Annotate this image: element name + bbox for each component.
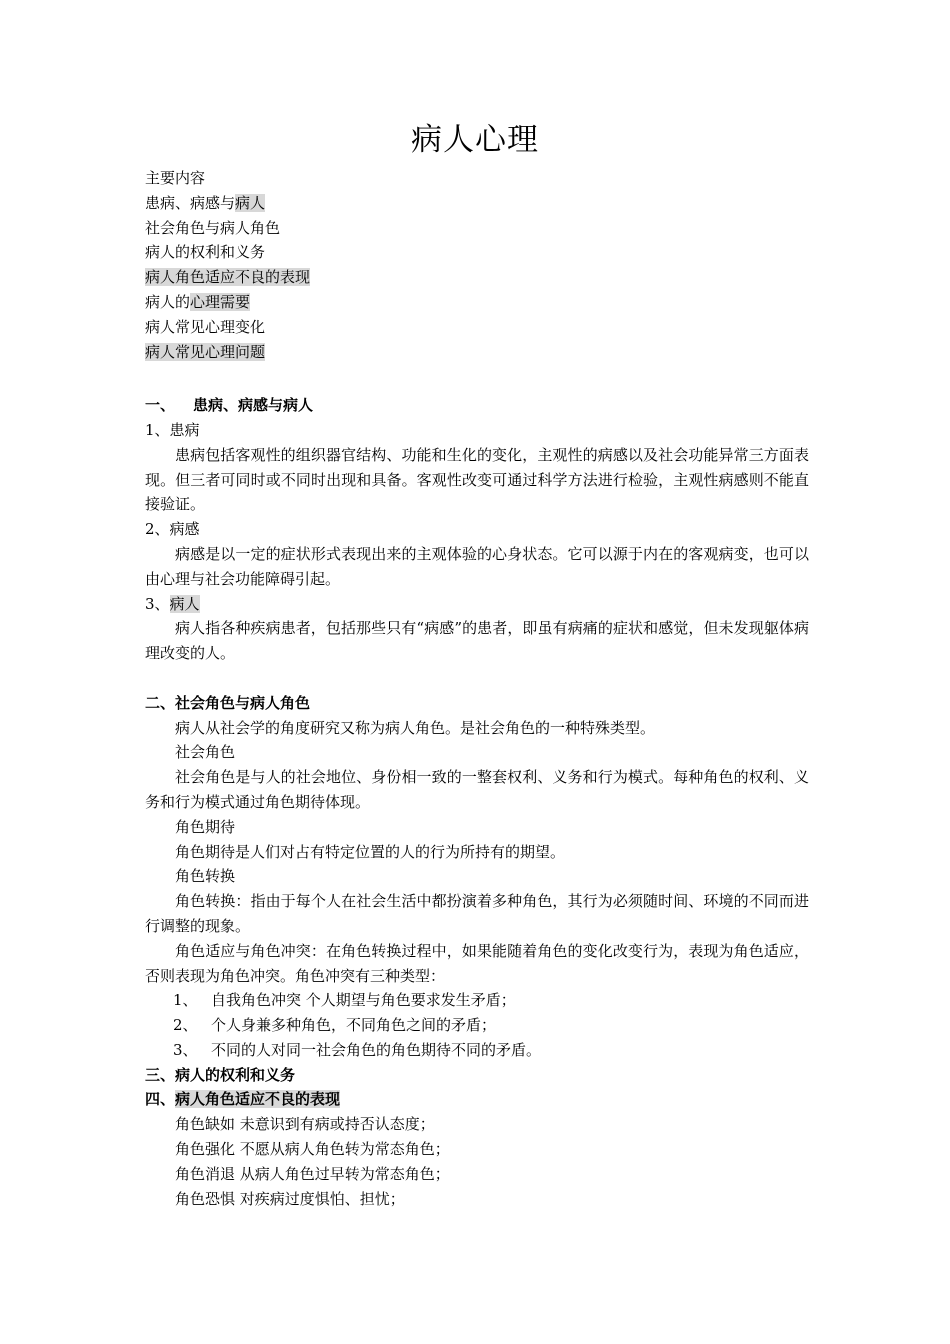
toc-item [145,290,809,315]
list-number: 2、 [173,1016,198,1035]
section-title-highlight: 病人角色适应不良的表现 [175,1090,341,1109]
spacer [145,666,809,691]
toc-item-highlight: 心理需要 [190,292,251,311]
toc-item [145,191,809,216]
list-item: 角色强化 不愿从病人角色转为常态角色； [175,1140,450,1159]
list-item: 角色恐惧 对疾病过度惧怕、担忧； [175,1189,405,1208]
toc-item-text: 病人的权利和义务 [145,243,266,262]
section-heading [145,393,809,418]
toc-item-highlight: 病人 [235,193,266,212]
toc-item-text: 病人常见心理变化 [145,317,266,336]
subsection-label: 2、病感 [145,520,200,539]
paragraph: 角色期待是人们对占有特定位置的人的行为所持有的期望。 [175,842,566,861]
list-number: 3、 [173,1040,198,1059]
subsection-label: 角色期待 [175,817,236,836]
section-number: 四、 [145,1090,176,1109]
list-item: 角色缺如 未意识到有病或持否认态度； [175,1115,435,1134]
page-title: 病人心理 [411,122,539,158]
paragraph: 病人指各种疾病患者，包括那些只有“病感”的患者，即虽有病痛的症状和感觉，但未发现躯体病理改变的人。 [145,619,809,663]
toc-item-text: 社会角色与病人角色 [145,218,281,237]
list-text: 不同的人对同一社会角色的角色期待不同的矛盾。 [211,1040,542,1059]
paragraph: 病感是以一定的症状形式表现出来的主观体验的心身状态。它可以源于内在的客观病变，也可以由心理与社会功能障碍引起。 [145,544,809,588]
list-item [145,1038,809,1063]
subsection-number: 3、 [145,594,170,613]
paragraph: 角色适应与角色冲突：在角色转换过程中，如果能随着角色的变化改变行为，表现为角色适应，否则表现为角色冲突。角色冲突有三种类型： [145,941,809,985]
section-heading: 三、病人的权利和义务 [145,1065,296,1084]
toc-item [145,216,809,241]
subsection-label [145,592,809,617]
subsection-label: 角色转换 [175,867,236,886]
toc-item [145,340,809,365]
toc-item [145,315,809,340]
section-heading: 二、社会角色与病人角色 [145,693,311,712]
paragraph: 患病包括客观性的组织器官结构、功能和生化的变化，主观性的病感以及社会功能异常三方面表现。但三者可同时或不同时出现和具备。客观性改变可通过科学方法进行检验，主观性病感则不能直接验证。 [145,445,809,514]
section-title: 患病、病感与病人 [193,396,314,415]
paragraph: 社会角色是与人的社会地位、身份相一致的一整套权利、义务和行为模式。每种角色的权利、义务和行为模式通过角色期待体现。 [145,768,809,811]
document-body [145,166,809,1211]
subsection-highlight: 病人 [169,594,200,613]
list-item [145,988,809,1013]
list-number: 1、 [173,991,198,1010]
toc-item-highlight: 病人角色适应不良的表现 [145,268,311,287]
subsection-label: 1、患病 [145,420,200,439]
section-heading [145,1087,809,1112]
toc-item-text: 病人的 [145,292,191,311]
list-item [145,1013,809,1038]
subsection-label: 社会角色 [175,743,236,762]
toc-item-text: 患病、病感与 [145,193,236,212]
spacer [145,364,809,389]
list-text: 自我角色冲突 个人期望与角色要求发生矛盾； [211,991,516,1010]
toc-heading: 主要内容 [145,169,206,187]
list-item: 角色消退 从病人角色过早转为常态角色； [175,1164,450,1183]
toc-item [145,265,809,290]
toc-item-highlight: 病人常见心理问题 [145,342,266,361]
list-text: 个人身兼多种角色，不同角色之间的矛盾； [211,1016,497,1035]
paragraph: 病人从社会学的角度研究又称为病人角色。是社会角色的一种特殊类型。 [175,718,656,737]
toc-item [145,240,809,265]
paragraph: 角色转换：指由于每个人在社会生活中都扮演着多种角色，其行为必须随时间、环境的不同而进行调整的现象。 [145,892,809,935]
section-number: 一、 [145,396,176,415]
